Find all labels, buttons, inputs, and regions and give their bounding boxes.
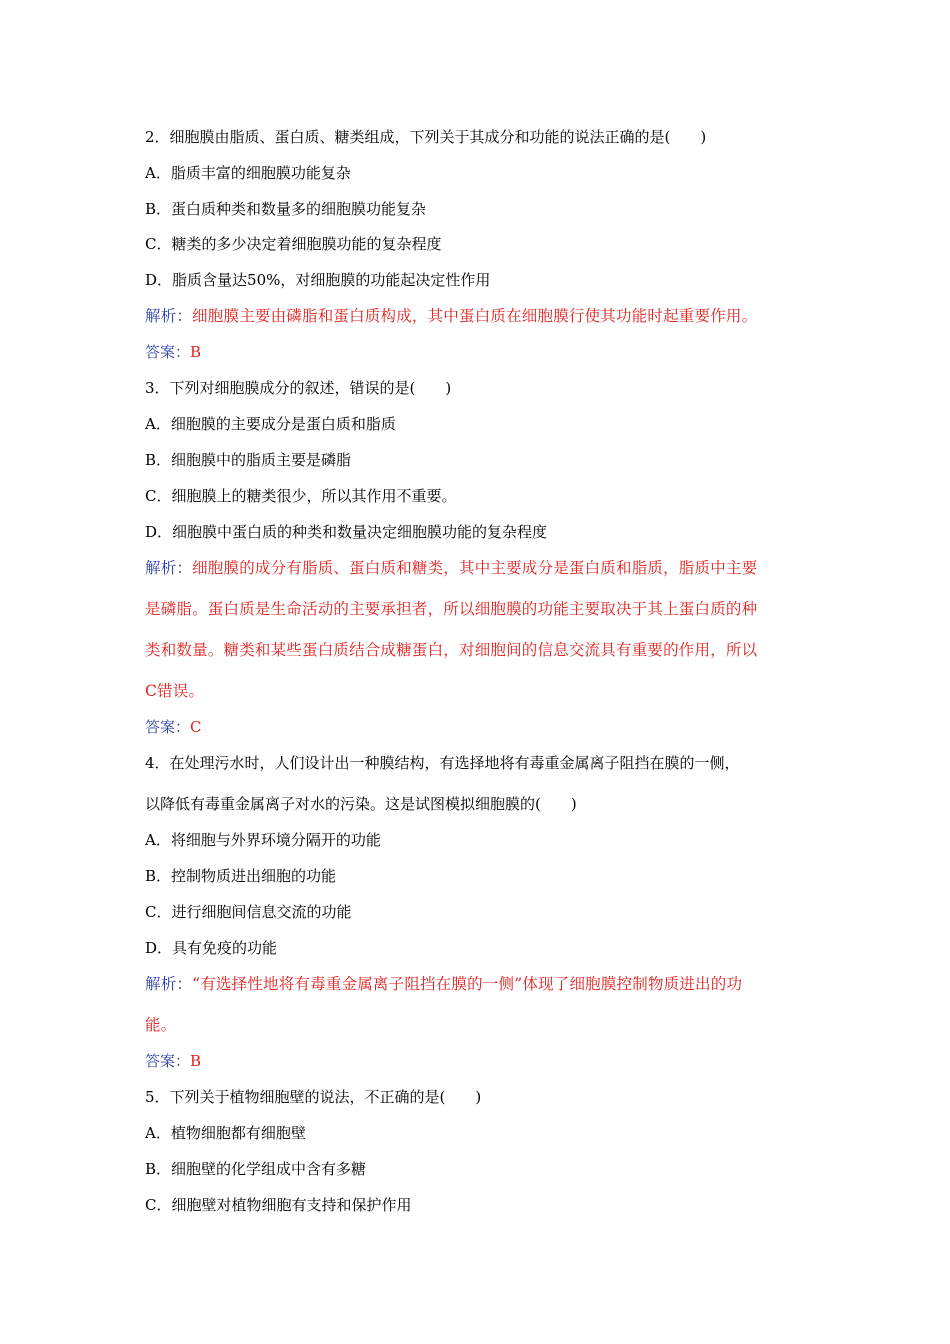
question-4-stem-line-1: 4．在处理污水时，人们设计出一种膜结构，有选择地将有毒重金属离子阻挡在膜的一侧， <box>145 754 740 772</box>
question-2-option-d: D．脂质含量达50%，对细胞膜的功能起决定性作用 <box>145 271 491 289</box>
question-3-analysis-line-3: 类和数量。糖类和某些蛋白质结合成糖蛋白，对细胞间的信息交流具有重要的作用，所以 <box>145 641 758 659</box>
question-5-option-a: A．植物细胞都有细胞壁 <box>145 1124 306 1142</box>
answer-value: B <box>190 343 202 361</box>
analysis-text: 细胞膜主要由磷脂和蛋白质构成，其中蛋白质在细胞膜行使其功能时起重要作用。 <box>192 307 758 325</box>
answer-value: B <box>190 1052 202 1070</box>
question-3-analysis-line-1 <box>145 558 810 578</box>
question-2-option-c: C．糖类的多少决定着细胞膜功能的复杂程度 <box>145 235 442 253</box>
question-3-option-b: B．细胞膜中的脂质主要是磷脂 <box>145 451 352 469</box>
question-2-analysis <box>145 306 810 326</box>
question-4-option-a: A．将细胞与外界环境分隔开的功能 <box>145 831 381 849</box>
answer-label: 答案： <box>145 718 191 736</box>
question-3-answer <box>145 717 810 737</box>
question-3-option-d: D．细胞膜中蛋白质的种类和数量决定细胞膜功能的复杂程度 <box>145 523 548 541</box>
question-2-option-a: A．脂质丰富的细胞膜功能复杂 <box>145 164 351 182</box>
question-4-analysis-line-2: 能。 <box>145 1016 177 1034</box>
analysis-text: “有选择性地将有毒重金属离子阻挡在膜的一侧”体现了细胞膜控制物质进出的功 <box>192 975 743 993</box>
question-3-analysis-line-4: C错误。 <box>145 682 205 700</box>
question-2-answer <box>145 342 810 362</box>
question-5-option-c: C．细胞壁对植物细胞有支持和保护作用 <box>145 1196 412 1214</box>
question-3-option-c: C．细胞膜上的糖类很少，所以其作用不重要。 <box>145 487 457 505</box>
question-4-option-b: B．控制物质进出细胞的功能 <box>145 867 337 885</box>
question-3-analysis-line-2: 是磷脂。蛋白质是生命活动的主要承担者，所以细胞膜的功能主要取决于其上蛋白质的种 <box>145 600 758 618</box>
question-3-option-a: A．细胞膜的主要成分是蛋白质和脂质 <box>145 415 396 433</box>
question-4-analysis-line-1 <box>145 974 810 994</box>
question-4-option-c: C．进行细胞间信息交流的功能 <box>145 903 352 921</box>
analysis-label: 解析： <box>145 307 193 325</box>
question-2-option-b: B．蛋白质种类和数量多的细胞膜功能复杂 <box>145 200 427 218</box>
answer-label: 答案： <box>145 343 191 361</box>
question-4-option-d: D．具有免疫的功能 <box>145 939 278 957</box>
analysis-text: 细胞膜的成分有脂质、蛋白质和糖类，其中主要成分是蛋白质和脂质，脂质中主要 <box>192 559 758 577</box>
answer-value: C <box>190 718 202 736</box>
answer-label: 答案： <box>145 1052 191 1070</box>
question-4-stem-line-2: 以降低有毒重金属离子对水的污染。这是试图模拟细胞膜的( ) <box>145 795 577 813</box>
analysis-label: 解析： <box>145 975 193 993</box>
analysis-label: 解析： <box>145 559 193 577</box>
question-4-answer <box>145 1051 810 1071</box>
question-3-stem: 3．下列对细胞膜成分的叙述，错误的是( ) <box>145 379 452 397</box>
question-5-stem: 5．下列关于植物细胞壁的说法，不正确的是( ) <box>145 1088 482 1106</box>
question-2-stem: 2．细胞膜由脂质、蛋白质、糖类组成，下列关于其成分和功能的说法正确的是( ) <box>145 128 707 146</box>
question-5-option-b: B．细胞壁的化学组成中含有多糖 <box>145 1160 367 1178</box>
